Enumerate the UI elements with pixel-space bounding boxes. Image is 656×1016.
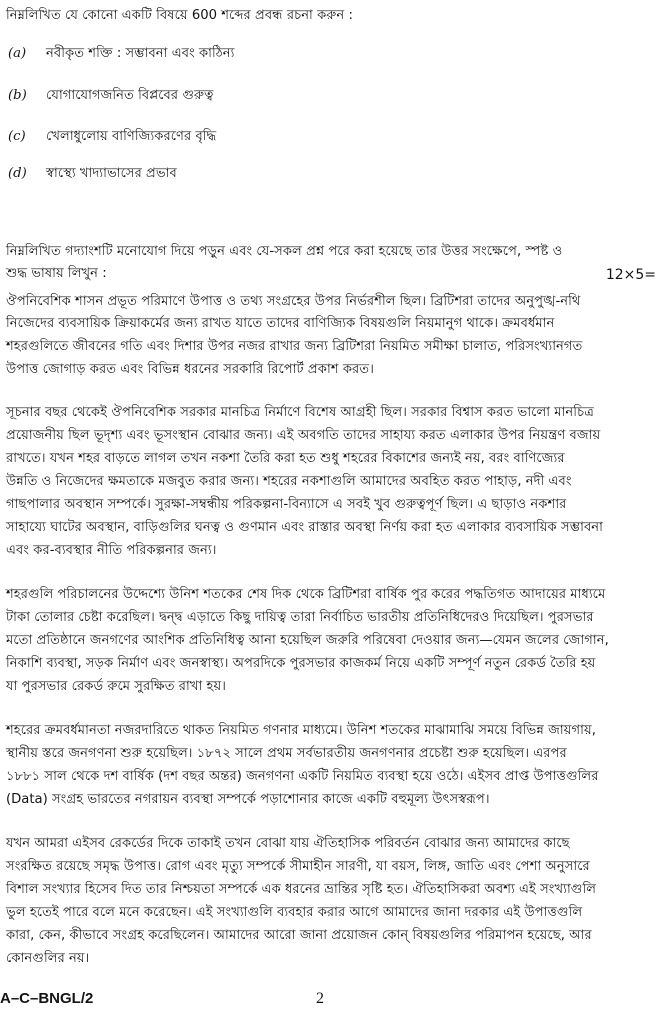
passage-line: টাকা তোলার চেষ্টা করেছিল। দ্বন্দ্ব এড়াতে কিছু দায়িত্ব তারা নির্বাচিত ভারতীয় প্রতিনিধিদেরও দিয়েছিল। পুরসভার bbox=[6, 610, 594, 625]
passage-line: রাখতে। যখন শহর বাড়তে লাগল তখন নকশা তৈরি করা হত শুধু শহরের বিকাশের জন্যই নয়, বরং বাণিজ্যের bbox=[6, 451, 565, 466]
comprehension-instruction-line: শুদ্ধ ভাষায় লিখুন : bbox=[6, 266, 107, 281]
essay-topic-a bbox=[8, 44, 235, 64]
passage-line: কারা, কেন, কীভাবে সংগ্রহ করেছিলেন। আমাদের আরো জানা প্রয়োজন কোন্ বিষয়গুলির পরিমাপন হয়েছে, আর bbox=[6, 928, 592, 943]
passage-line: প্রয়োজনীয় ছিল ভূদৃশ্য এবং ভূসংস্থান বোঝার জন্য। এই অবগতি তাদের সাহায্য করত এলাকার উপর নিয়ন্ত্রণ বজায় bbox=[6, 428, 601, 443]
essay-topic-marker: (a) bbox=[8, 46, 27, 61]
passage-line: কোনগুলির নয়। bbox=[6, 951, 90, 966]
essay-topic-text: নবীকৃত শক্তি : সম্ভাবনা এবং কাঠিন্য bbox=[46, 46, 235, 61]
passage-line: সাহায্যে ঘাটের অবস্থান, বাড়িগুলির ঘনত্ব ও গুণমান এবং রাস্তার অবস্থা নির্ণয় করা হত এলাকার ব্যবসায়িক সম্ভাবনা bbox=[6, 520, 603, 535]
passage-line: নিজেদের ব্যবসায়িক ক্রিয়াকর্মের জন্য রাখত যাতে তাদের বাণিজ্যিক বিষয়গুলি নিয়মানুগ থাকে। ক্রমবর্ধমান bbox=[6, 316, 555, 331]
passage-line: (Data) সংগ্রহ ভারতের নগরায়ন ব্যবস্থা সম্পর্কে পড়াশোনার কাজে একটি বহুমূল্য উৎসস্বরূপ। bbox=[6, 792, 490, 807]
passage-line: উপাত্ত জোগাড় করত এবং বিভিন্ন ধরনের সরকারি রিপোর্ট প্রকাশ করত। bbox=[6, 362, 374, 377]
passage-line: ১৮৮১ সাল থেকে দশ বার্ষিক (দশ বছর অন্তর) জনগণনা একটি নিয়মিত ব্যবস্থা হয়ে ওঠে। এইসব প্রাপ্ত উপাত্তগুলির bbox=[6, 769, 599, 784]
passage-line: উন্নতি ও নিজেদের ক্ষমতাকে মজবুত করার জন্য। শহরের নকশাগুলি আমাদের অবহিত করত পাহাড়, নদী এবং bbox=[6, 474, 572, 489]
essay-instruction: নিম্নলিখিত যে কোনো একটি বিষয়ে 600 শব্দের প্রবন্ধ রচনা করুন : bbox=[6, 8, 353, 23]
passage-line: ঔপনিবেশিক শাসন প্রভূত পরিমাণে উপাত্ত ও তথ্য সংগ্রহের উপর নির্ভরশীল ছিল। ব্রিটিশরা তাদের অনুপুঙ্খ-নথি bbox=[6, 294, 581, 309]
essay-topic-text: স্বাস্থ্যে খাদ্যাভাসের প্রভাব bbox=[46, 166, 177, 181]
passage-line: এবং কর-ব্যবস্থার নীতি পরিকল্পনার জন্য। bbox=[6, 543, 217, 558]
essay-topic-d bbox=[8, 164, 177, 184]
page-number: 2 bbox=[316, 990, 324, 1007]
essay-topic-c bbox=[8, 127, 216, 147]
essay-topic-text: খেলাধুলোয় বাণিজ্যিকরণের বৃদ্ধি bbox=[46, 129, 217, 144]
essay-topic-text: যোগাযোগজনিত বিপ্লবের গুরুত্ব bbox=[46, 88, 214, 103]
passage-line: স্থানীয় স্তরে জনগণনা শুরু হয়েছিল। ১৮৭২ সালে প্রথম সর্বভারতীয় জনগণনার প্রচেষ্টা শুরু হয়েছিল। এরপর bbox=[6, 746, 567, 761]
passage-line: নিকাশি ব্যবস্থা, সড়ক নির্মাণ এবং জনস্বাস্থ্য। অপরদিকে পুরসভার কাজকর্ম নিয়ে একটি সম্পূর্ণ নতুন রেকর্ড তৈরি হয় bbox=[6, 656, 596, 671]
passage-line: গাছপালার অবস্থান সম্পর্কে। সুরক্ষা-সম্বন্ধীয় পরিকল্পনা-বিন্যাসে এ সবই খুব গুরুত্বপূর্ণ ছিল। এ ছাড়াও নকশার bbox=[6, 497, 567, 512]
paper-code: A–C–BNGL/2 bbox=[0, 990, 94, 1007]
passage-line: বিশাল সংখ্যার হিসেব দিত তার নিশ্চয়তা সম্পর্কে এক ধরনের ভ্রান্তির সৃষ্টি হত। ঐতিহাসিকরা অবশ্য এই সংখ্যাগুলি bbox=[6, 882, 597, 897]
essay-topic-marker: (b) bbox=[8, 88, 27, 103]
passage-line: যখন আমরা এইসব রেকর্ডের দিকে তাকাই তখন বোঝা যায় ঐতিহাসিক পরিবর্তন বোঝার জন্য আমাদের কাছে bbox=[6, 836, 570, 851]
passage-line: মতো প্রতিষ্ঠানে জনগণের আংশিক প্রতিনিধিত্ব আনা হয়েছিল জরুরি পরিষেবা দেওয়ার জন্য—যেমন জলের জোগান, bbox=[6, 633, 609, 648]
passage-line: শহরগুলি পরিচালনের উদ্দেশ্যে উনিশ শতকের শেষ দিক থেকে ব্রিটিশরা বার্ষিক পুর করের পদ্ধতিগত আদায়ের মাধ্যমে bbox=[6, 587, 606, 602]
passage-line: সূচনার বছর থেকেই ঔপনিবেশিক সরকার মানচিত্র নির্মাণে বিশেষ আগ্রহী ছিল। সরকার বিশ্বাস করত ভালো মানচিত্র bbox=[6, 405, 594, 420]
passage-line: যা পুরসভার রেকর্ড রুমে সুরক্ষিত রাখা হয়। bbox=[6, 679, 226, 694]
essay-topic-b bbox=[8, 86, 214, 106]
passage-line: ভুল হতেই পারে বলে মনে করেছেন। এই সংখ্যাগুলি ব্যবহার করার আগে আমাদের জানা দরকার এই উপাত্তগুলি bbox=[6, 905, 583, 920]
passage-line: শহরের ক্রমবর্ধমানতা নজরদারিতে থাকত নিয়মিত গণনার মাধ্যমে। উনিশ শতকের মাঝামাঝি সময়ে বিভিন্ন জায়গায়, bbox=[6, 723, 596, 738]
passage-line: সংরক্ষিত রয়েছে সমৃদ্ধ উপাত্ত। রোগ এবং মৃত্যু সম্পর্কে সীমাহীন সারণী, যা বয়স, লিঙ্গ, জাতি এবং পেশা অনুসারে bbox=[6, 859, 590, 874]
marks-allocation: 12×5= bbox=[605, 267, 656, 283]
essay-topic-marker: (d) bbox=[8, 166, 27, 181]
comprehension-instruction-line: নিম্নলিখিত গদ্যাংশটি মনোযোগ দিয়ে পড়ুন এবং যে-সকল প্রশ্ন পরে করা হয়েছে তার উত্তর সংক্ষেপে, স্পষ্ট ও bbox=[6, 244, 563, 259]
passage-line: শহরগুলিতে জীবনের গতি এবং দিশার উপর নজর রাখার জন্য ব্রিটিশরা নিয়মিত সমীক্ষা চালাত, পরিসংখ্যানগত bbox=[6, 339, 583, 354]
essay-topic-marker: (c) bbox=[8, 129, 26, 144]
